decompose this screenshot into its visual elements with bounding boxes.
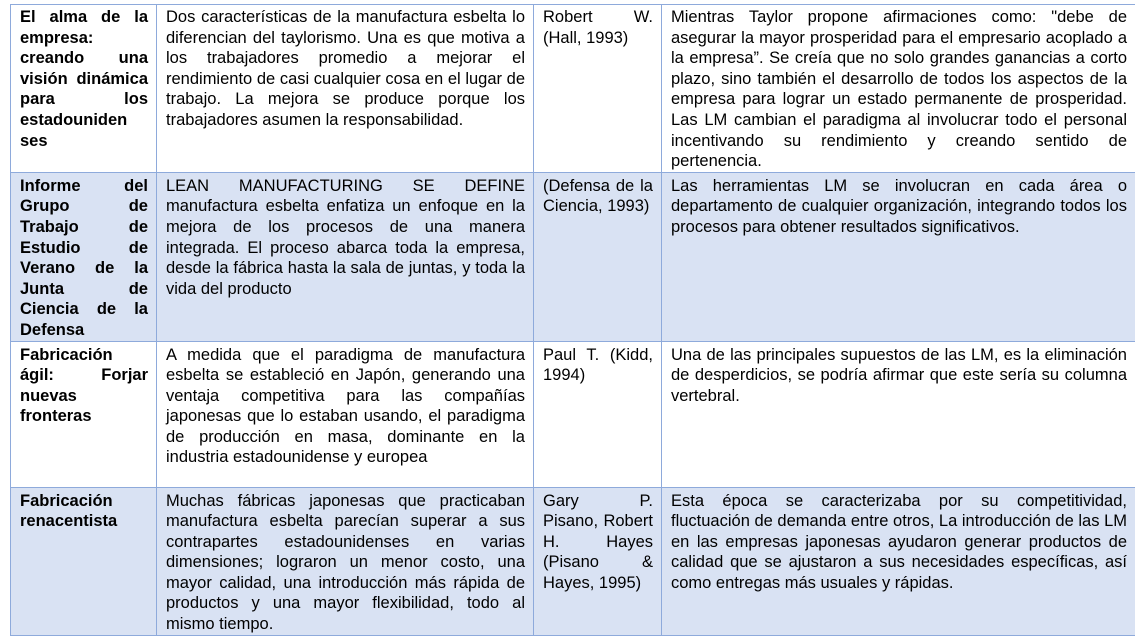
table-row <box>11 172 1135 341</box>
work-analysis: Una de las principales supuestos de las LM, es la eliminación de desperdicios, se podría afirmar que este sería su columna vertebral. <box>662 341 1135 487</box>
work-title: El alma de la empresa: creando una visión dinámica para los estadouniden ses <box>11 5 157 173</box>
work-author: (Defensa de la Ciencia, 1993) <box>534 172 662 341</box>
work-description: Dos características de la manufactura esbelta lo diferencian del taylorismo. Una es que motiva a los trabajadores promedio a mejorar el rendimiento de casi cualquier cosa en el lugar de trabajo. La mejora se produce porque los trabajadores asumen la responsabilidad. <box>157 5 534 173</box>
work-analysis: Esta época se caracterizaba por su competitividad, fluctuación de demanda entre otros, La introducción de las LM en las empresas japonesas ayudaron generar productos de calidad que se ajustaron a sus necesidades específicas, así como entregas más usuales y rápidas. <box>662 487 1135 635</box>
literature-table <box>10 4 1135 636</box>
table-row <box>11 5 1135 173</box>
work-title: Fabricación renacentista <box>11 487 157 635</box>
work-author: Gary P. Pisano, Robert H. Hayes (Pisano & Hayes, 1995) <box>534 487 662 635</box>
work-analysis: Mientras Taylor propone afirmaciones como: "debe de asegurar la mayor prosperidad para el empresario acoplado a la empresa”. Se creía que no solo grandes ganancias a corto plazo, sino también el desarrollo de todos los aspectos de la empresa para lograr un estado permanente de prosperidad. Las LM cambian el paradigma al involucrar todo el personal incentivando su rendimiento y creando sentido de pertenencia. <box>662 5 1135 173</box>
work-title: Informe del Grupo de Trabajo de Estudio de Verano de la Junta de Ciencia de la Defensa <box>11 172 157 341</box>
work-description: Muchas fábricas japonesas que practicaban manufactura esbelta parecían superar a sus contrapartes estadounidenses en varias dimensiones; lograron un menor costo, una mayor calidad, una introducción más rápida de productos y una mayor flexibilidad, todo al mismo tiempo. <box>157 487 534 635</box>
work-author: Paul T. (Kidd, 1994) <box>534 341 662 487</box>
work-title: Fabricación ágil: Forjar nuevas fronteras <box>11 341 157 487</box>
table-row <box>11 341 1135 487</box>
work-analysis: Las herramientas LM se involucran en cada área o departamento de cualquier organización, integrando todos los procesos para obtener resultados significativos. <box>662 172 1135 341</box>
work-author: Robert W. (Hall, 1993) <box>534 5 662 173</box>
table-row <box>11 487 1135 635</box>
work-description: A medida que el paradigma de manufactura esbelta se estableció en Japón, generando una ventaja competitiva para las compañías japonesas que lo estaban usando, el paradigma de producción en masa, dominante en la industria estadounidense y europea <box>157 341 534 487</box>
work-description: LEAN MANUFACTURING SE DEFINE manufactura esbelta enfatiza un enfoque en la mejora de los procesos de una manera integrada. El proceso abarca toda la empresa, desde la fábrica hasta la sala de juntas, y toda la vida del producto <box>157 172 534 341</box>
